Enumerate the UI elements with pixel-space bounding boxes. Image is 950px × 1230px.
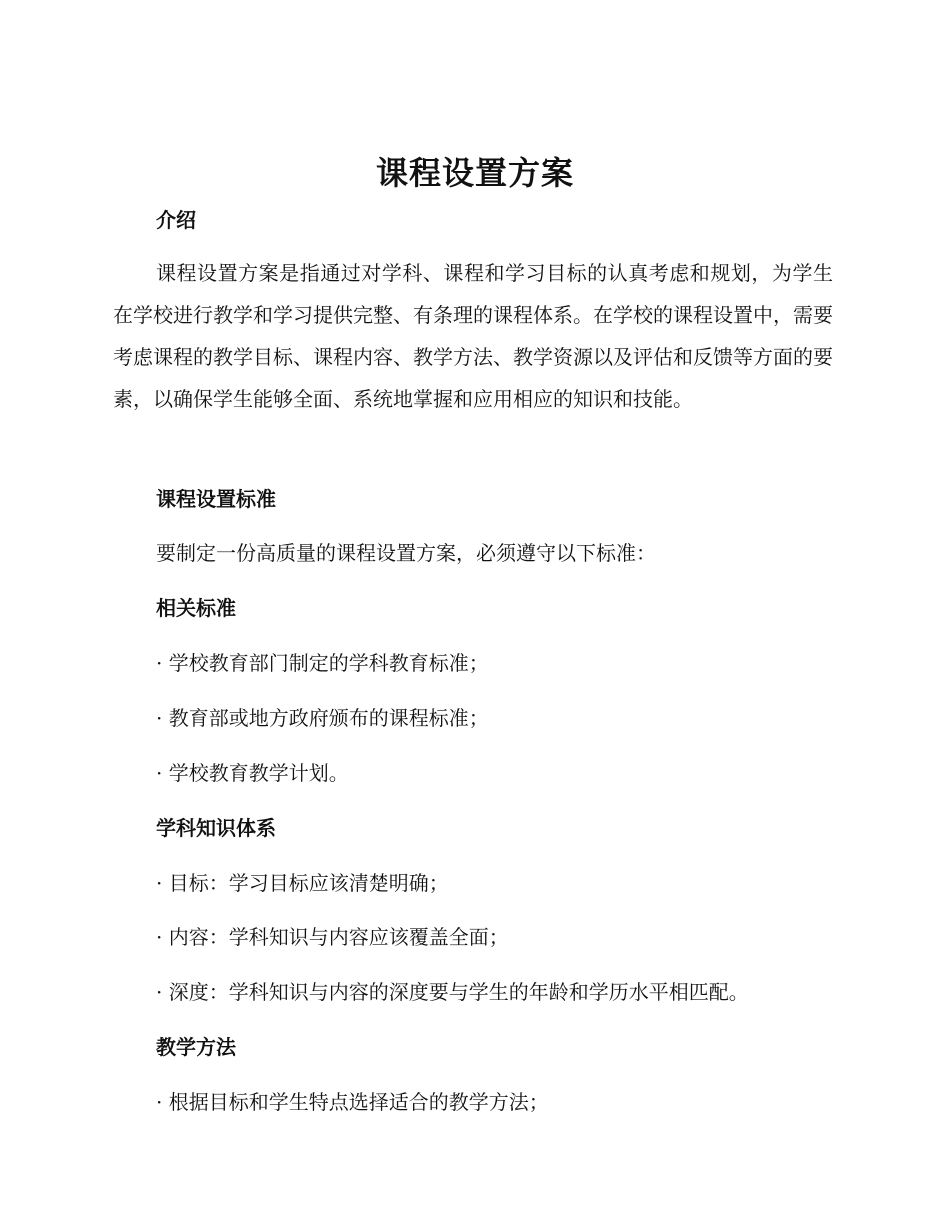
list-item: · 学校教育教学计划。 xyxy=(156,761,349,785)
list-item: · 内容：学科知识与内容应该覆盖全面； xyxy=(156,925,509,949)
section-heading-knowledge-system: 学科知识体系 xyxy=(156,816,276,840)
intro-paragraph: 课程设置方案是指通过对学科、课程和学习目标的认真考虑和规划，为学生在学校进行教学和学习提供完整、有条理的课程体系。在学校的课程设置中，需要考虑课程的教学目标、课程内容、教学方法、教学资源以及评估和反馈等方面的要素，以确保学生能够全面、系统地掌握和应用相应的知识和技能。 xyxy=(113,261,833,411)
section-heading-teaching-methods: 教学方法 xyxy=(156,1035,236,1059)
section-heading-standards: 课程设置标准 xyxy=(156,487,276,511)
list-item: · 目标：学习目标应该清楚明确； xyxy=(156,871,449,895)
section-heading-related-standards: 相关标准 xyxy=(156,596,236,620)
list-item: · 学校教育部门制定的学科教育标准； xyxy=(156,651,489,675)
list-item: · 根据目标和学生特点选择适合的教学方法； xyxy=(156,1090,549,1114)
list-item: · 教育部或地方政府颁布的课程标准； xyxy=(156,706,489,730)
list-item: · 深度：学科知识与内容的深度要与学生的年龄和学历水平相匹配。 xyxy=(156,980,749,1004)
document-title: 课程设置方案 xyxy=(375,154,574,192)
section-heading-intro: 介绍 xyxy=(156,208,196,232)
standards-paragraph: 要制定一份高质量的课程设置方案，必须遵守以下标准： xyxy=(156,541,656,565)
